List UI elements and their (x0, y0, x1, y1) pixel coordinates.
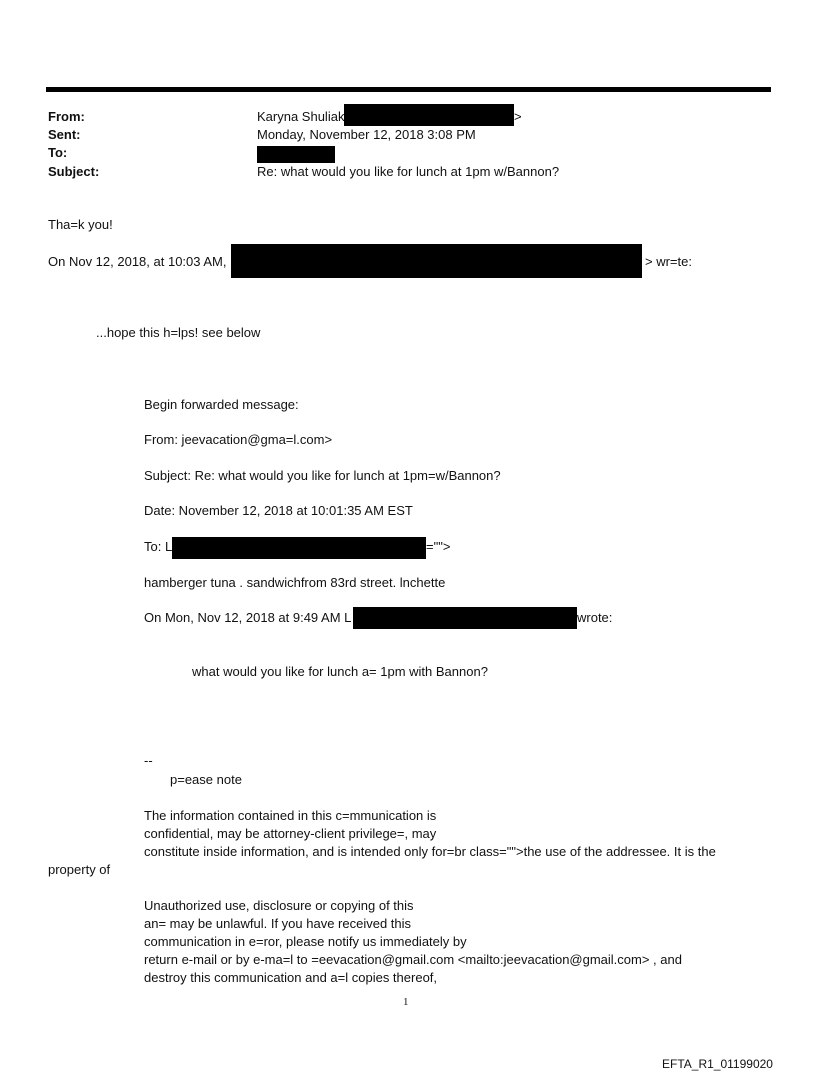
disclaimer2-line-5: destroy this communication and a=l copies thereof, (144, 970, 438, 985)
signature-dash: -- (144, 753, 153, 768)
order-line: hamberger tuna . sandwichfrom 83rd street. lnchette (144, 575, 446, 590)
disclaimer-line-2: confidential, may be attorney-client privilege=, may (144, 826, 437, 841)
disclaimer2-line-4: return e-mail or by e-ma=l to =eevacation@gmail.com <mailto:jeevacation@gmail.com> , and (144, 952, 682, 967)
redaction-to (257, 146, 335, 163)
inner-intro-tail: wrote: (577, 610, 613, 625)
fwd-subject: Subject: Re: what would you like for lunch at 1pm=w/Bannon? (144, 468, 501, 483)
disclaimer-line-3: constitute inside information, and is intended only for=br class="">the use of the addressee. It is the (144, 844, 716, 859)
subject-value: Re: what would you like for lunch at 1pm w/Bannon? (257, 164, 560, 179)
signature-note: p=ease note (170, 772, 242, 787)
redaction-inner-sender (353, 607, 577, 629)
disclaimer-line-1: The information contained in this c=mmunication is (144, 808, 437, 823)
page-number: 1 (403, 996, 409, 1008)
subject-label: Subject: (48, 164, 100, 179)
redaction-from-email (344, 104, 514, 126)
question-line: what would you like for lunch a= 1pm with Bannon? (192, 664, 488, 679)
disclaimer2-line-2: an= may be unlawful. If you have received this (144, 916, 412, 931)
document-id: EFTA_R1_01199020 (662, 1057, 773, 1071)
inner-intro: On Mon, Nov 12, 2018 at 9:49 AM L (144, 610, 352, 625)
fwd-to-tail: =""> (426, 539, 451, 554)
disclaimer2-line-1: Unauthorized use, disclosure or copying of this (144, 898, 414, 913)
forwarded-heading: Begin forwarded message: (144, 397, 299, 412)
fwd-from: From: jeevacation@gma=l.com> (144, 432, 333, 447)
hope-line: ...hope this h=lps! see below (96, 325, 261, 340)
redaction-fwd-to (172, 537, 426, 559)
to-label: To: (48, 145, 68, 160)
from-name: Karyna Shuliak (257, 109, 345, 124)
disclaimer2-line-3: communication in e=ror, please notify us immediately by (144, 934, 467, 949)
thanks-line: Tha=k you! (48, 217, 113, 232)
disclaimer-line-4: property of (48, 862, 111, 877)
fwd-date: Date: November 12, 2018 at 10:01:35 AM EST (144, 503, 413, 518)
from-label: From: (48, 109, 85, 124)
from-tail: > (514, 109, 522, 124)
header-rule (46, 87, 771, 92)
reply-intro-tail: > wr=te: (645, 254, 692, 269)
fwd-to-prefix: To: L (144, 539, 173, 554)
sent-label: Sent: (48, 127, 81, 142)
sent-value: Monday, November 12, 2018 3:08 PM (257, 127, 476, 142)
reply-intro: On Nov 12, 2018, at 10:03 AM, (48, 254, 227, 269)
redaction-reply-sender (231, 244, 642, 278)
